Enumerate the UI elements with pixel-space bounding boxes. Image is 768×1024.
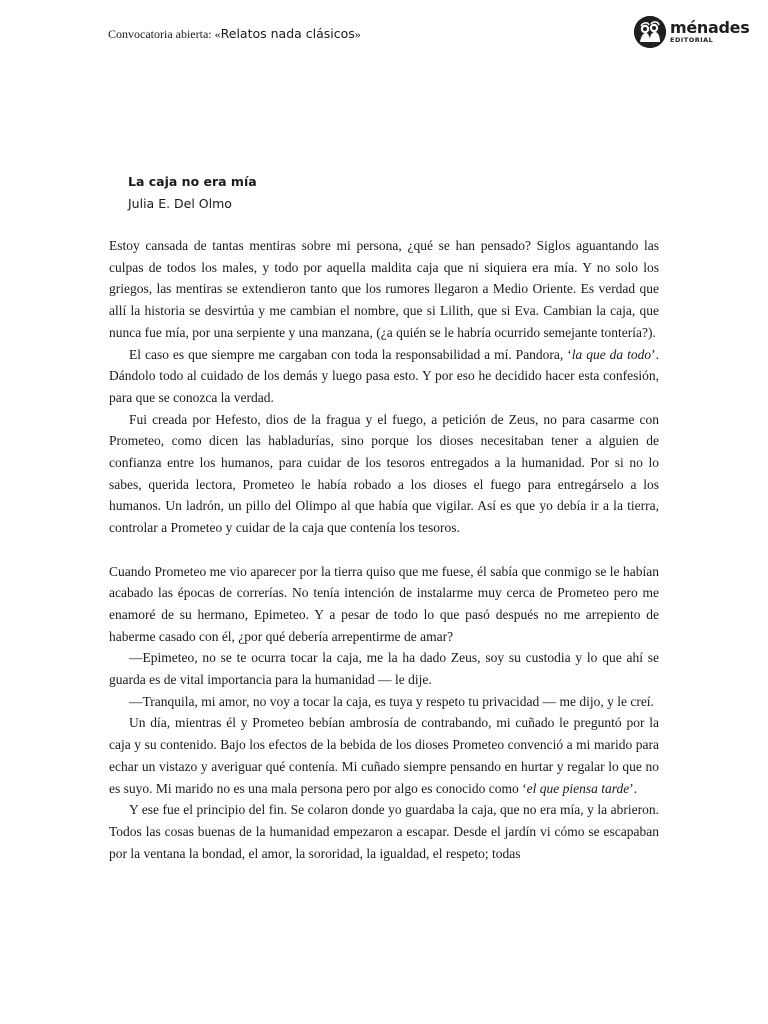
story-title: La caja no era mía xyxy=(128,174,257,189)
call-label: Convocatoria abierta: « xyxy=(108,27,221,41)
logo-name: ménades xyxy=(670,18,750,38)
paragraph: El caso es que siempre me cargaban con toda la responsabilidad a mí. Pandora, ‘la que da todo’. Dándolo todo al cuidado de los demás y luego pasa esto. Y por eso he decidido hacer esta confesión, para que se conozca la verdad. xyxy=(109,346,659,405)
page-header xyxy=(108,26,668,46)
dialogue-paragraph: —Tranquila, mi amor, no voy a tocar la caja, es tuya y respeto tu privacidad — me dijo, y le creí. xyxy=(129,693,654,709)
call-title: Relatos nada clásicos xyxy=(220,26,355,41)
logo-text xyxy=(670,20,749,44)
story-body xyxy=(109,235,659,864)
paragraph: Fui creada por Hefesto, dios de la fragua y el fuego, a petición de Zeus, no para casarme con Prometeo, como dicen las habladurías, sino porque los dioses necesitaban tener a alguien de confianza entre los humanos, para cuidar de los tesoros entregados a la humanidad. Por si no lo sabes, querida lectora, Prometeo le había robado a los dioses el fuego para entregárselo a los humanos. Un ladrón, un pillo del Olimpo al que había que vigilar. Así es que yo debía ir a la tierra, controlar a Prometeo y cuidar de la caja que contenía los tesoros. xyxy=(109,411,659,536)
paragraph: Y ese fue el principio del fin. Se colaron donde yo guardaba la caja, que no era mía, y la abrieron. Todos las cosas buenas de la humanidad empezaron a escapar. Desde el jardín vi cómo se escapaban por la ventana la bondad, el amor, la sororidad, la igualdad, el respeto; todas xyxy=(109,802,659,861)
dialogue-paragraph: —Epimeteo, no se te ocurra tocar la caja, me la ha dado Zeus, soy su custodia y lo que ahí se guarda es de vital importancia para la humanidad — le dije. xyxy=(109,650,659,688)
maenads-emblem-icon xyxy=(634,16,666,48)
story-author: Julia E. Del Olmo xyxy=(128,196,232,211)
paragraph: Un día, mientras él y Prometeo bebían ambrosía de contrabando, mi cuñado le preguntó por la caja y su contenido. Bajo los efectos de la bebida de los dioses Prometeo convenció a mi marido para echar un vistazo y averiguar qué contenía. Mi cuñado siempre pensando en hurtar y regalar lo que no es suyo. Mi marido no es una mala persona pero por algo es conocido como ‘el que piensa tarde’. xyxy=(109,715,659,796)
epithet-text: el que piensa tarde xyxy=(526,780,630,796)
paragraph: Cuando Prometeo me vio aparecer por la tierra quiso que me fuese, él sabía que conmigo se le habían acabado las épocas de correrías. No tenía intención de instalarme muy cerca de Prometeo pero me enamoré de su hermano, Epimeteo. Y a pesar de todo lo que pasó después no me arrepiento de haberme casado con él, ¿por qué debería arrepentirme de amar? xyxy=(109,563,659,644)
logo-subtitle: EDITORIAL xyxy=(670,36,714,45)
call-close: » xyxy=(354,27,361,41)
epithet-text: la que da todo xyxy=(571,346,652,362)
publisher-logo xyxy=(634,14,752,50)
paragraph: Estoy cansada de tantas mentiras sobre mi persona, ¿qué se han pensado? Siglos aguantando las culpas de todos los males, y todo por aquella maldita caja que ni siquiera era mía. Y no solo los griegos, las mentiras se extendieron tanto que los rumores llegaron a Medio Oriente. Es verdad que allí la historia se desvirtúa y me cambian el nombre, que si Lilith, que si Eva. Cambian la caja, que nunca fue mía, por una serpiente y una manzana, (¿a quién se le habría ocurrido semejante tontería?). xyxy=(109,238,659,340)
